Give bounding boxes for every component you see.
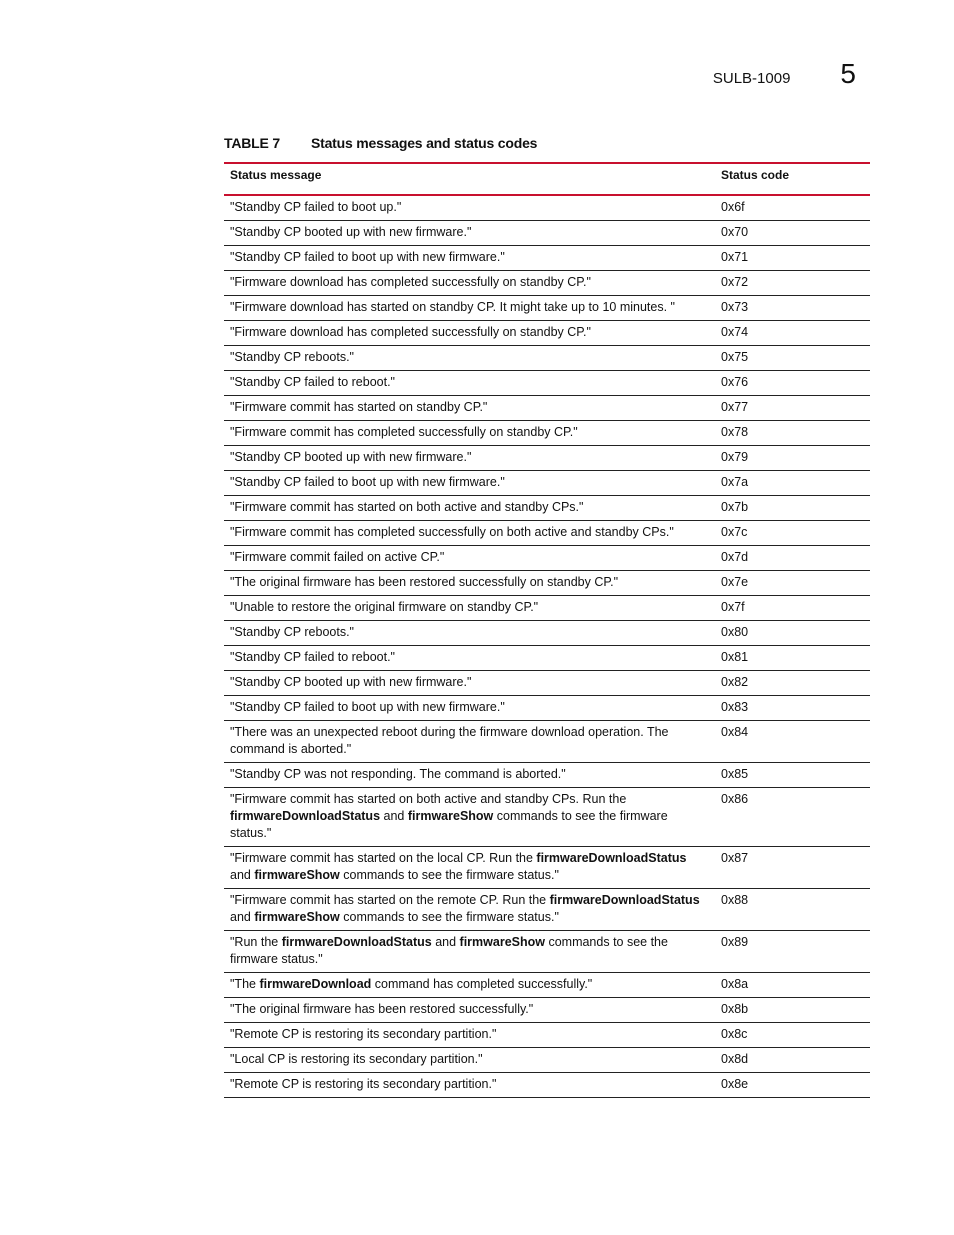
- message-text: "Run the: [230, 935, 282, 949]
- status-message-cell: [224, 546, 715, 571]
- table-row: [224, 998, 870, 1023]
- message-text: commands to see the firmware status.": [339, 868, 559, 882]
- message-text: "Unable to restore the original firmware on standby CP.": [230, 600, 539, 614]
- table-body: [224, 195, 870, 1098]
- message-text: "Standby CP reboots.": [230, 350, 354, 364]
- command-name: firmwareDownload: [259, 977, 372, 991]
- table-row: [224, 195, 870, 221]
- command-name: firmwareShow: [407, 809, 494, 823]
- table-row: [224, 696, 870, 721]
- message-text: and: [431, 935, 460, 949]
- table-row: [224, 646, 870, 671]
- message-text: "Standby CP failed to reboot.": [230, 650, 395, 664]
- status-message-cell: [224, 496, 715, 521]
- message-text: "Firmware download has completed successfully on standby CP.": [230, 275, 591, 289]
- status-message-cell: [224, 371, 715, 396]
- table-row: [224, 521, 870, 546]
- message-text: commands to see the firmware status.": [230, 935, 668, 966]
- status-code-cell: 0x86: [715, 788, 870, 847]
- message-text: and: [230, 910, 255, 924]
- message-text: "Firmware commit has started on both active and standby CPs.": [230, 500, 584, 514]
- message-text: "Standby CP was not responding. The command is aborted.": [230, 767, 566, 781]
- message-text: "Standby CP booted up with new firmware.": [230, 450, 472, 464]
- message-text: and: [230, 868, 255, 882]
- status-message-cell: [224, 889, 715, 931]
- status-message-cell: [224, 931, 715, 973]
- status-message-cell: [224, 1048, 715, 1073]
- table-row: [224, 596, 870, 621]
- table-row: [224, 371, 870, 396]
- table-row: [224, 1023, 870, 1048]
- table-row: [224, 847, 870, 889]
- message-text: commands to see the firmware status.": [230, 809, 668, 840]
- status-code-cell: 0x83: [715, 696, 870, 721]
- status-code-cell: 0x7f: [715, 596, 870, 621]
- status-message-cell: [224, 321, 715, 346]
- table-row: [224, 471, 870, 496]
- command-name: firmwareShow: [254, 868, 340, 882]
- table-row: [224, 321, 870, 346]
- message-text: "Firmware download has completed successfully on standby CP.": [230, 325, 591, 339]
- message-text: "Standby CP reboots.": [230, 625, 354, 639]
- status-code-cell: 0x82: [715, 671, 870, 696]
- status-code-cell: 0x89: [715, 931, 870, 973]
- status-code-cell: 0x7b: [715, 496, 870, 521]
- status-code-cell: 0x84: [715, 721, 870, 763]
- status-message-cell: [224, 763, 715, 788]
- table-label: TABLE 7: [224, 135, 280, 151]
- message-text: "Firmware commit has started on the remote CP. Run the: [230, 893, 550, 907]
- status-message-cell: [224, 195, 715, 221]
- status-message-cell: [224, 571, 715, 596]
- status-code-cell: 0x8e: [715, 1073, 870, 1098]
- status-message-cell: [224, 296, 715, 321]
- message-text: "Local CP is restoring its secondary partition.": [230, 1052, 483, 1066]
- status-table: [224, 162, 870, 1098]
- status-message-cell: [224, 246, 715, 271]
- status-code-cell: 0x8c: [715, 1023, 870, 1048]
- message-text: "Firmware commit failed on active CP.": [230, 550, 445, 564]
- table-row: [224, 346, 870, 371]
- table-row: [224, 1048, 870, 1073]
- status-code-cell: 0x7d: [715, 546, 870, 571]
- table-row: [224, 221, 870, 246]
- table-caption: [224, 135, 537, 151]
- status-message-cell: [224, 696, 715, 721]
- table-row: [224, 446, 870, 471]
- command-name: firmwareDownloadStatus: [536, 851, 687, 865]
- status-code-cell: 0x76: [715, 371, 870, 396]
- status-message-cell: [224, 788, 715, 847]
- table-row: [224, 931, 870, 973]
- table-row: [224, 246, 870, 271]
- status-message-cell: [224, 471, 715, 496]
- message-text: "The: [230, 977, 260, 991]
- table-row: [224, 671, 870, 696]
- status-code-cell: 0x88: [715, 889, 870, 931]
- status-code-cell: 0x8b: [715, 998, 870, 1023]
- table-row: [224, 973, 870, 998]
- status-message-cell: [224, 421, 715, 446]
- status-message-cell: [224, 221, 715, 246]
- column-header-message: Status message: [224, 163, 715, 195]
- status-message-cell: [224, 271, 715, 296]
- status-code-cell: 0x79: [715, 446, 870, 471]
- status-code-cell: 0x77: [715, 396, 870, 421]
- status-message-cell: [224, 596, 715, 621]
- status-code-cell: 0x78: [715, 421, 870, 446]
- command-name: firmwareShow: [459, 935, 545, 949]
- message-text: "Standby CP failed to boot up with new firmware.": [230, 250, 505, 264]
- command-name: firmwareDownloadStatus: [230, 809, 381, 823]
- status-code-cell: 0x70: [715, 221, 870, 246]
- message-text: "Standby CP booted up with new firmware.": [230, 675, 472, 689]
- status-message-cell: [224, 1073, 715, 1098]
- message-text: "The original firmware has been restored successfully.": [230, 1002, 534, 1016]
- message-text: "Standby CP booted up with new firmware.": [230, 225, 472, 239]
- table-row: [224, 296, 870, 321]
- column-header-code: Status code: [715, 163, 870, 195]
- status-code-cell: 0x87: [715, 847, 870, 889]
- status-message-cell: [224, 621, 715, 646]
- status-code-cell: 0x7e: [715, 571, 870, 596]
- table-row: [224, 271, 870, 296]
- message-text: "The original firmware has been restored successfully on standby CP.": [230, 575, 619, 589]
- status-code-cell: 0x6f: [715, 195, 870, 221]
- message-text: "Standby CP failed to boot up.": [230, 200, 402, 214]
- table-row: [224, 788, 870, 847]
- message-text: "Remote CP is restoring its secondary partition.": [230, 1027, 497, 1041]
- status-message-cell: [224, 646, 715, 671]
- status-message-cell: [224, 1023, 715, 1048]
- message-text: commands to see the firmware status.": [339, 910, 559, 924]
- status-code-cell: 0x8a: [715, 973, 870, 998]
- status-message-cell: [224, 847, 715, 889]
- message-text: "There was an unexpected reboot during the firmware download operation. The command is aborted.": [230, 725, 669, 756]
- table-row: [224, 621, 870, 646]
- status-message-cell: [224, 998, 715, 1023]
- table-title: Status messages and status codes: [311, 135, 538, 151]
- status-code-cell: 0x8d: [715, 1048, 870, 1073]
- message-text: "Standby CP failed to boot up with new firmware.": [230, 700, 505, 714]
- command-name: firmwareShow: [254, 910, 340, 924]
- status-message-cell: [224, 973, 715, 998]
- status-message-cell: [224, 721, 715, 763]
- message-text: "Remote CP is restoring its secondary partition.": [230, 1077, 497, 1091]
- table-row: [224, 546, 870, 571]
- message-text: "Standby CP failed to reboot.": [230, 375, 395, 389]
- table-row: [224, 721, 870, 763]
- status-code-cell: 0x85: [715, 763, 870, 788]
- status-message-cell: [224, 671, 715, 696]
- status-code-cell: 0x81: [715, 646, 870, 671]
- status-code-cell: 0x7a: [715, 471, 870, 496]
- status-message-cell: [224, 446, 715, 471]
- message-text: "Firmware download has started on standby CP. It might take up to 10 minutes. ": [230, 300, 675, 314]
- status-code-cell: 0x7c: [715, 521, 870, 546]
- status-message-cell: [224, 346, 715, 371]
- status-message-cell: [224, 396, 715, 421]
- message-text: command has completed successfully.": [371, 977, 593, 991]
- message-text: "Standby CP failed to boot up with new firmware.": [230, 475, 505, 489]
- table-header-row: [224, 163, 870, 195]
- message-text: "Firmware commit has started on the local CP. Run the: [230, 851, 537, 865]
- message-text: "Firmware commit has started on standby CP.": [230, 400, 488, 414]
- message-text: and: [380, 809, 408, 823]
- table-row: [224, 396, 870, 421]
- command-name: firmwareDownloadStatus: [281, 935, 432, 949]
- status-code-cell: 0x72: [715, 271, 870, 296]
- document-id: SULB-1009: [712, 70, 791, 87]
- message-text: "Firmware commit has completed successfully on standby CP.": [230, 425, 578, 439]
- message-text: "Firmware commit has completed successfully on both active and standby CPs.": [230, 525, 674, 539]
- status-code-cell: 0x73: [715, 296, 870, 321]
- status-code-cell: 0x75: [715, 346, 870, 371]
- table-row: [224, 889, 870, 931]
- status-code-cell: 0x80: [715, 621, 870, 646]
- status-code-cell: 0x71: [715, 246, 870, 271]
- table-row: [224, 421, 870, 446]
- table-row: [224, 496, 870, 521]
- chapter-number: 5: [840, 58, 856, 89]
- message-text: "Firmware commit has started on both active and standby CPs. Run the: [230, 792, 627, 806]
- status-message-cell: [224, 521, 715, 546]
- page-header: [713, 58, 856, 90]
- table-row: [224, 763, 870, 788]
- table-row: [224, 1073, 870, 1098]
- command-name: firmwareDownloadStatus: [549, 893, 700, 907]
- status-code-cell: 0x74: [715, 321, 870, 346]
- table-row: [224, 571, 870, 596]
